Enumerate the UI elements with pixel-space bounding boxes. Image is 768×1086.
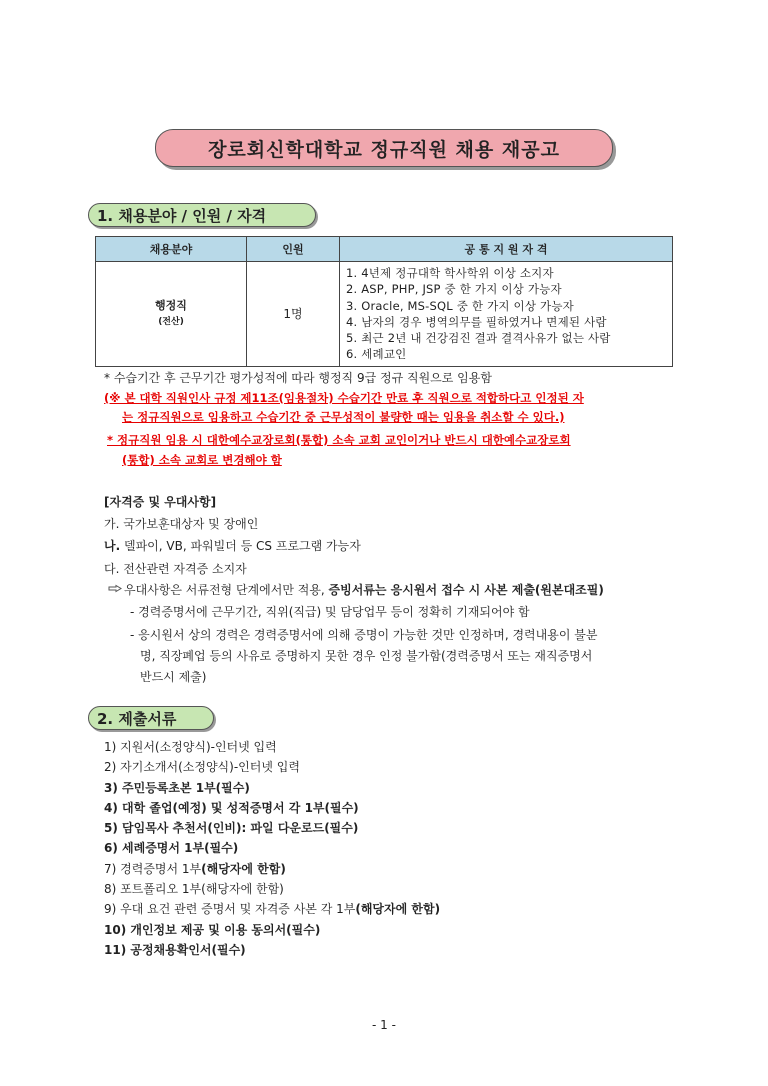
section-heading-text: 1. 채용분야 / 인원 / 자격: [97, 206, 267, 225]
required-documents-list: [104, 737, 440, 960]
section-heading-recruitment: [88, 203, 316, 227]
document-item-text: 1) 지원서(소정양식)-인터넷 입력: [104, 740, 277, 754]
qualifications-cell: [340, 262, 673, 367]
pointing-hand-icon: [108, 582, 124, 598]
probation-note: * 수습기간 후 근무기간 평가성적에 따라 행정직 9급 정규 직원으로 임용함: [104, 371, 492, 385]
evidence-note-bold-text: 증빙서류는 응시원서 접수 시 사본 제출(원본대조필): [328, 583, 604, 597]
qualification-item: 3. Oracle, MS-SQL 중 한 가지 이상 가능자: [346, 298, 574, 313]
document-item: [104, 859, 440, 879]
table-row: [96, 262, 673, 367]
document-item: [104, 940, 440, 960]
document-item: [104, 920, 440, 940]
category-sub-label: (전산): [158, 316, 184, 327]
preference-item: [104, 538, 361, 554]
document-item: [104, 899, 440, 919]
document-item: [104, 737, 440, 757]
document-item: [104, 879, 440, 899]
document-item-text: 8) 포트폴리오 1부(해당자에 한함): [104, 882, 284, 897]
section-heading-text: 2. 제출서류: [97, 709, 177, 728]
qualifications-list: [341, 263, 671, 365]
document-title: [155, 129, 613, 167]
table-header-row: [96, 237, 673, 262]
document-item-text: 4) 대학 졸업(예정) 및 성적증명서 각 1부(필수): [104, 800, 359, 815]
qualification-item: 6. 세례교인: [346, 347, 407, 362]
evidence-sub-note: - 경력증명서에 근무기간, 직위(직급) 및 담당업무 등이 정확히 기재되어야 함: [130, 605, 530, 619]
regulation-note-line: (※ 본 대학 직원인사 규정 제11조(임용절차) 수습기간 만료 후 직원으로 적합하다고 인정된 자: [104, 391, 584, 405]
document-title-text: 장로회신학대학교 정규직원 채용 재공고: [208, 138, 560, 161]
regulation-note-line: 는 정규직원으로 임용하고 수습기간 중 근무성적이 불량한 때는 임용을 취소할 수 있다.): [122, 410, 565, 424]
church-requirement-note-line: (통합) 소속 교회로 변경해야 함: [122, 453, 282, 467]
document-item-text: 3) 주민등록초본 1부(필수): [104, 780, 250, 795]
evidence-sub-note: - 응시원서 상의 경력은 경력증명서에 의해 증명이 가능한 것만 인정하며, 경력내용이 불분: [130, 628, 598, 642]
document-item-text: 10) 개인정보 제공 및 이용 동의서(필수): [104, 922, 321, 937]
church-requirement-note-line: * 정규직원 임용 시 대한예수교장로회(통합) 소속 교회 교인이거나 반드시 대한예수교장로회: [107, 433, 571, 447]
evidence-sub-note-cont: 반드시 제출): [140, 670, 207, 684]
document-item-text: 7) 경력증명서 1부: [104, 861, 202, 876]
qualification-item: 4. 남자의 경우 병역의무를 필하였거나 면제된 사람: [346, 314, 607, 329]
preference-item: 다. 전산관련 자격증 소지자: [104, 562, 247, 576]
document-item: [104, 838, 440, 858]
table-header-cell: 공 통 지 원 자 격: [340, 237, 673, 262]
document-item: [104, 757, 440, 777]
preference-item-text: 델파이, VB, 파워빌더 등 CS 프로그램 가능자: [120, 539, 361, 553]
document-item-text: 11) 공정채용확인서(필수): [104, 942, 246, 957]
document-item: [104, 798, 440, 818]
table-header-cell: 인원: [247, 237, 340, 262]
document-item-text: 9) 우대 요건 관련 증명서 및 자격증 사본 각 1부: [104, 902, 356, 917]
recruitment-table: [95, 236, 673, 367]
document-item: [104, 778, 440, 798]
qualification-item: 1. 4년제 정규대학 학사학위 이상 소지자: [346, 266, 554, 280]
table-header-cell: 채용분야: [96, 237, 247, 262]
pointing-hand-glyph: [108, 584, 122, 594]
document-item-condition: (해당자에 한함): [355, 902, 441, 917]
qualification-item: 5. 최근 2년 내 건강검진 결과 결격사유가 없는 사람: [346, 331, 611, 346]
preference-item: 가. 국가보훈대상자 및 장애인: [104, 517, 259, 531]
evidence-note-text: 우대사항은 서류전형 단계에서만 적용,: [124, 583, 329, 597]
qualification-item: 2. ASP, PHP, JSP 중 한 가지 이상 가능자: [346, 282, 562, 297]
category-cell: [96, 262, 247, 367]
document-item-text: 5) 담임목사 추천서(인비): 파일 다운로드(필수): [104, 821, 359, 836]
evidence-sub-note-cont: 명, 직장폐업 등의 사유로 증명하지 못한 경우 인정 불가함(경력증명서 또는 재직증명서: [140, 649, 593, 663]
category-label: 행정직: [155, 298, 187, 312]
preference-item-marker: 나.: [104, 539, 121, 553]
headcount-cell: 1명: [247, 262, 340, 367]
document-item-text: 6) 세례증명서 1부(필수): [104, 841, 239, 856]
document-item-text: 2) 자기소개서(소정양식)-인터넷 입력: [104, 760, 300, 775]
preferences-heading: [자격증 및 우대사항]: [104, 495, 217, 509]
preference-evidence-note: [108, 582, 604, 598]
section-heading-documents: [88, 706, 214, 730]
page-number: - 1 -: [372, 1018, 396, 1032]
document-item: [104, 818, 440, 838]
document-item-condition: (해당자에 한함): [201, 861, 286, 876]
